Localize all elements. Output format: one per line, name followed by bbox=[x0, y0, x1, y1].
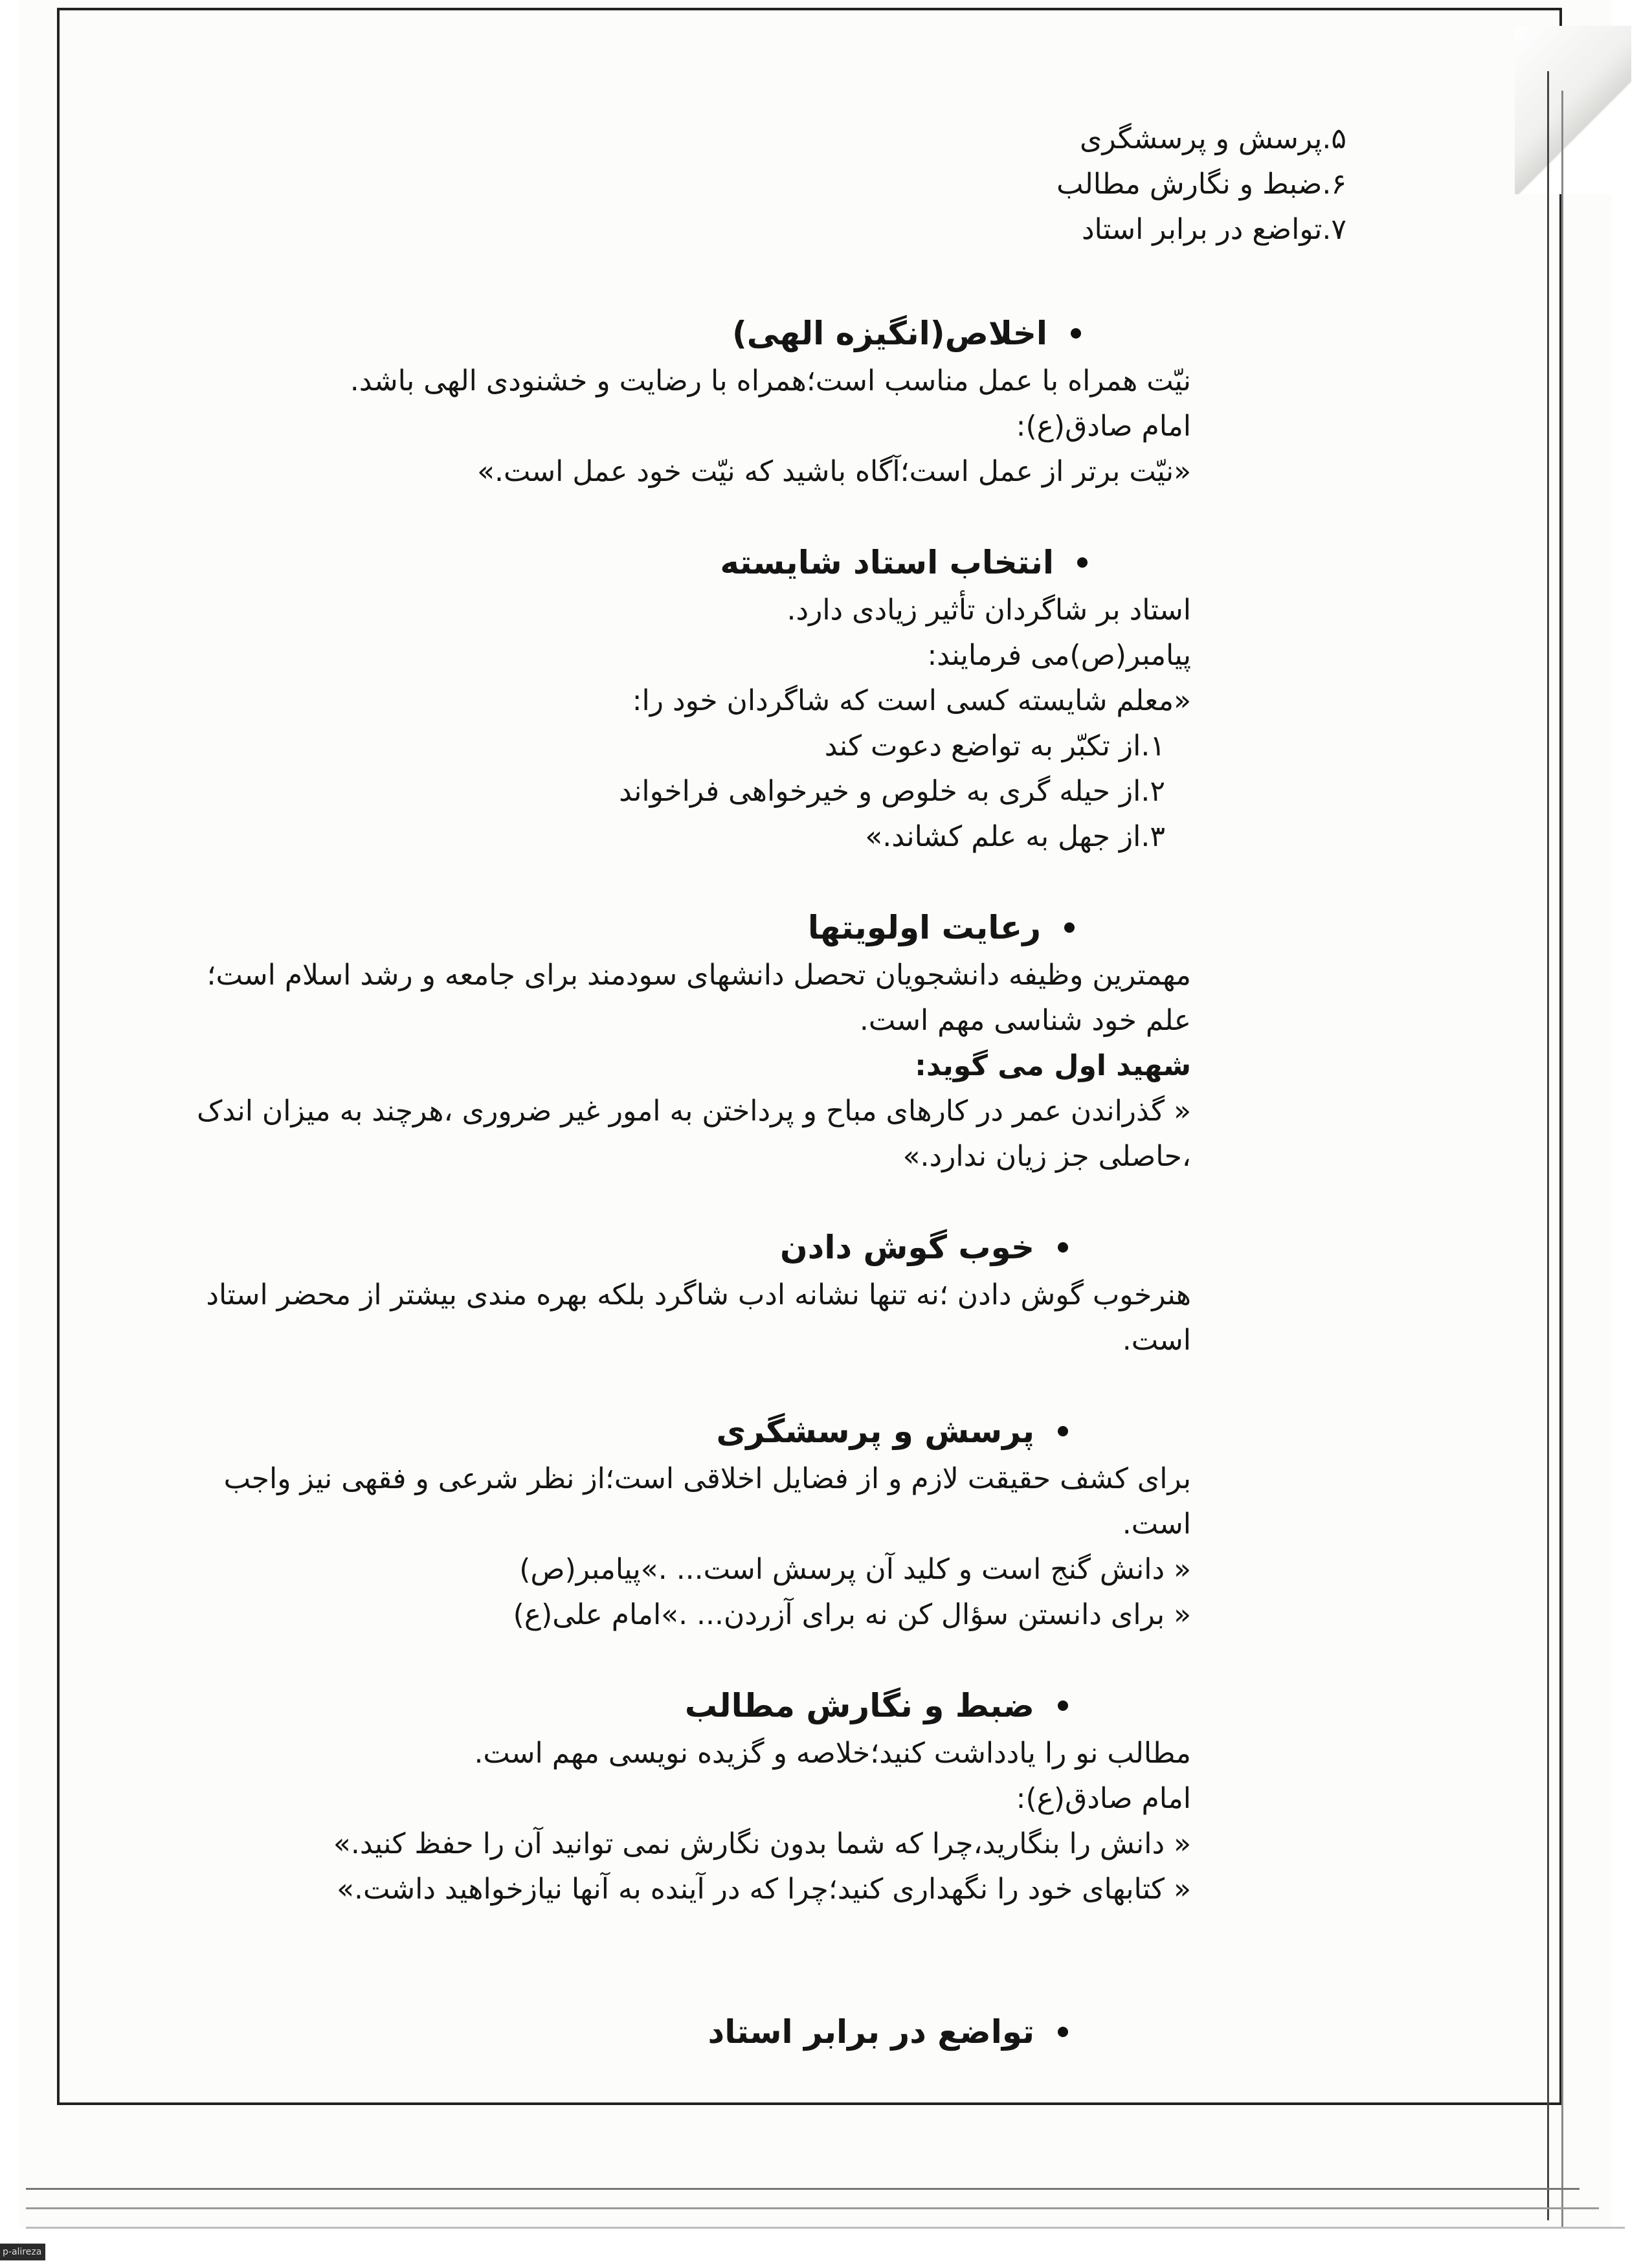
section-listening bbox=[206, 1225, 1353, 1363]
section-line: امام صادق(ع): bbox=[1016, 1782, 1191, 1815]
section-line: برای کشف حقیقت لازم و از فضایل اخلاقی است؛از نظر شرعی و فقهی نیز واجب است. bbox=[223, 1462, 1191, 1541]
section-heading bbox=[220, 1683, 1353, 1728]
document-body bbox=[196, 117, 1353, 2057]
section-heading-text: پرسش و پرسشگری bbox=[716, 1412, 1034, 1450]
section-heading-text: خوب گوش دادن bbox=[780, 1229, 1034, 1266]
section-line: پیامبر(ص)می فرمایند: bbox=[927, 639, 1191, 672]
section-heading bbox=[220, 1409, 1353, 1454]
section-note-taking bbox=[220, 1683, 1353, 1912]
page-edge-line bbox=[26, 2227, 1625, 2229]
section-heading bbox=[220, 540, 1353, 585]
section-line: « کتابهای خود را نگهداری کنید؛چرا که در آینده به آنها نیازخواهید داشت.» bbox=[337, 1873, 1191, 1906]
section-line: «معلم شایسته کسی است که شاگردان خود را: bbox=[632, 684, 1191, 717]
bullet-icon bbox=[1064, 922, 1075, 933]
section-line: نیّت همراه با عمل مناسب است؛همراه با رضایت و خشنودی الهی باشد. bbox=[350, 364, 1191, 397]
section-teacher-choice bbox=[220, 540, 1353, 860]
section-heading bbox=[220, 311, 1353, 356]
section-heading-text: اخلاص(انگیزه الهی) bbox=[731, 315, 1047, 352]
section-heading bbox=[220, 2009, 1353, 2055]
section-heading-text: رعایت اولویتها bbox=[807, 909, 1041, 946]
section-line: هنرخوب گوش دادن ؛نه تنها نشانه ادب شاگرد بلکه بهره مندی بیشتر از محضر استاد است. bbox=[206, 1278, 1191, 1357]
section-line: استاد بر شاگردان تأثیر زیادی دارد. bbox=[787, 594, 1191, 627]
section-heading-text: تواضع در برابر استاد bbox=[708, 2013, 1034, 2051]
bullet-icon bbox=[1058, 2027, 1068, 2037]
page-edge-line bbox=[26, 2188, 1579, 2190]
numbered-item: ۱.از تکبّر به تواضع دعوت کند bbox=[824, 730, 1165, 763]
section-line: « برای دانستن سؤال کن نه برای آزردن... .»امام علی(ع) bbox=[513, 1598, 1191, 1631]
intro-list-item: ۶.ضبط و نگارش مطالب bbox=[1056, 168, 1346, 201]
bullet-icon bbox=[1071, 328, 1081, 339]
page-edge-line bbox=[26, 2207, 1599, 2209]
intro-list bbox=[220, 117, 1353, 252]
section-line: مطالب نو را یادداشت کنید؛خلاصه و گزیده نویسی مهم است. bbox=[474, 1737, 1191, 1770]
intro-list-item: ۵.پرسش و پرسشگری bbox=[1080, 122, 1346, 155]
footer-watermark: p-alireza bbox=[0, 2244, 45, 2260]
section-humility bbox=[220, 2009, 1353, 2055]
numbered-item: ۳.از جهل به علم کشاند.» bbox=[865, 820, 1165, 853]
section-line: مهمترین وظیفه دانشجویان تحصل دانشهای سودمند برای جامعه و رشد اسلام است؛علم خود شناسی مهم است. bbox=[206, 959, 1191, 1037]
page-edge-line bbox=[1561, 91, 1563, 2227]
bullet-icon bbox=[1077, 557, 1088, 568]
numbered-item: ۲.از حیله گری به خلوص و خیرخواهی فراخواند bbox=[619, 775, 1165, 808]
section-line: «نیّت برتر از عمل است؛آگاه باشید که نیّت خود عمل است.» bbox=[477, 455, 1191, 488]
page-curl-corner bbox=[1515, 26, 1631, 194]
section-line: « گذراندن عمر در کارهای مباح و پرداختن به امور غیر ضروری ،هرچند به میزان اندک ،حاصلی جز زیان ندارد.» bbox=[196, 1095, 1191, 1173]
section-line: امام صادق(ع): bbox=[1016, 410, 1191, 443]
section-priorities bbox=[196, 905, 1353, 1179]
section-line: « دانش گنج است و کلید آن پرسش است... .»پیامبر(ص) bbox=[519, 1553, 1191, 1586]
bullet-icon bbox=[1058, 1426, 1068, 1436]
bullet-icon bbox=[1058, 1700, 1068, 1711]
section-heading-text: انتخاب استاد شایسته bbox=[720, 544, 1054, 581]
intro-list-item: ۷.تواضع در برابر استاد bbox=[1081, 213, 1346, 246]
section-heading bbox=[220, 1225, 1353, 1270]
section-line: شهید اول می گوید: bbox=[915, 1049, 1191, 1082]
section-heading-text: ضبط و نگارش مطالب bbox=[684, 1687, 1034, 1724]
page-edge-line bbox=[1547, 71, 1549, 2220]
section-questioning bbox=[220, 1409, 1353, 1638]
bullet-icon bbox=[1058, 1242, 1068, 1253]
section-line: « دانش را بنگارید،چرا که شما بدون نگارش نمی توانید آن را حفظ کنید.» bbox=[333, 1827, 1191, 1860]
section-ikhlas bbox=[220, 311, 1353, 495]
section-heading bbox=[220, 905, 1353, 950]
